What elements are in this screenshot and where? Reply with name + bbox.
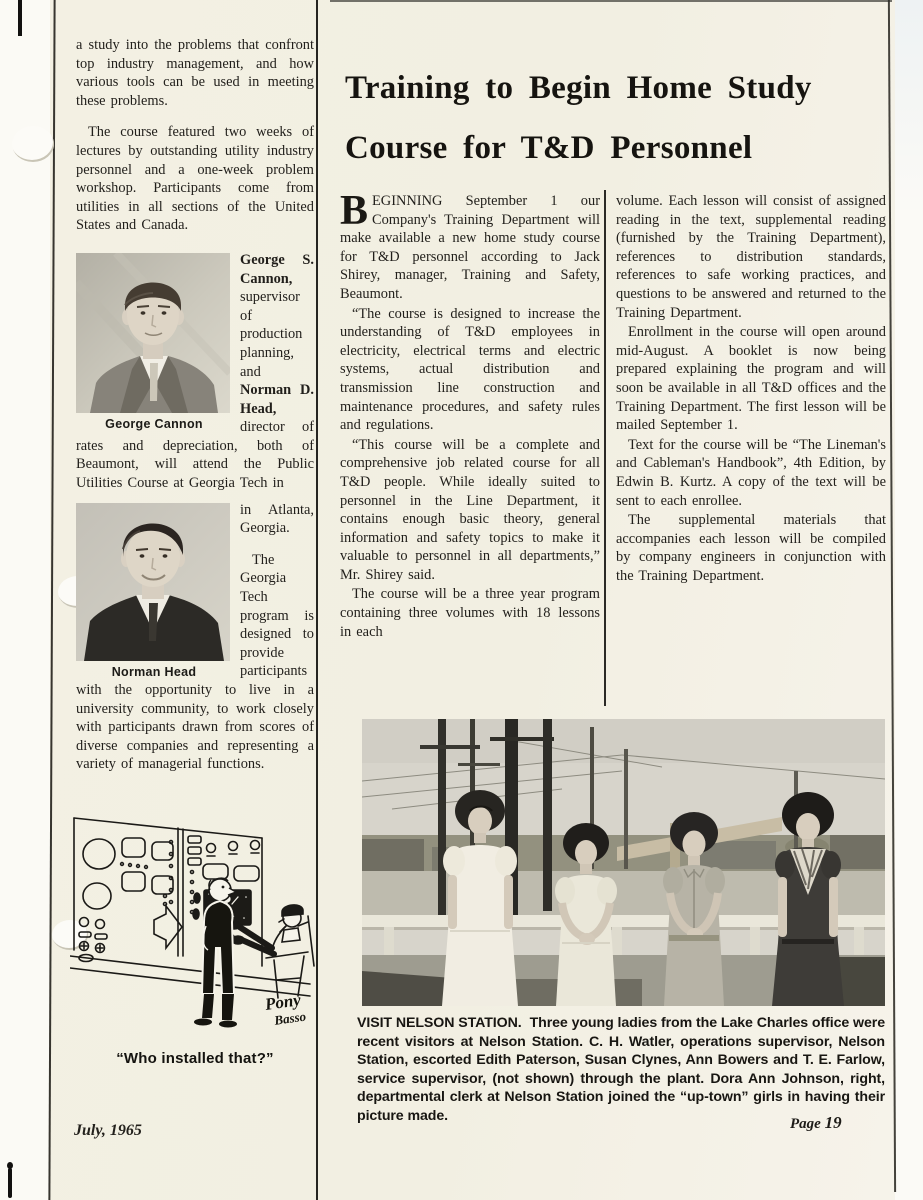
article-title-line1: Training to Begin Home Study bbox=[345, 70, 812, 106]
bio-text: supervisor of production planning, and bbox=[240, 289, 303, 380]
cannon-bio-block bbox=[76, 251, 314, 493]
page-label: Page bbox=[790, 1116, 821, 1132]
caption-body: Three young ladies from the Lake Charles office were recent visitors at Nelson Station. C. H. Watler, operations supervisor, Nelson Station, escorted Edith Paterson, Susan Clynes, Ann Bowers and T. E. Farlow, service supervisor, (not shown) through the plant. Dora Ann Johnson, right, departmental clerk at Nelson Station joined the “up-town” girls in having their picture made. bbox=[357, 1015, 885, 1124]
paragraph bbox=[340, 188, 600, 304]
paragraph: a study into the problems that confront top industry management, and how various tools can be used in meeting these problems. bbox=[76, 37, 314, 109]
cannon-photo-figure bbox=[76, 253, 232, 431]
cartoon-signature-line2: Basso bbox=[273, 1008, 307, 1028]
nelson-station-photo-figure bbox=[362, 719, 885, 1006]
cannon-portrait-photo bbox=[76, 253, 230, 413]
article-title-line2: Course for T&D Personnel bbox=[345, 130, 753, 166]
nelson-photo-caption bbox=[357, 1014, 885, 1126]
paragraph: “The course is designed to increase the understanding of T&D employees in electricity, electrical terms and electric systems, actual distribution and transmission line construction and maintenance procedures, and safety rules and regulations. bbox=[340, 305, 600, 434]
left-column bbox=[76, 36, 314, 1067]
page-number-value: 19 bbox=[824, 1113, 842, 1132]
issue-date: July, 1965 bbox=[74, 1122, 142, 1139]
head-bio-block bbox=[76, 501, 314, 774]
bio-paragraph: in Atlanta, Georgia. bbox=[240, 501, 314, 537]
punch-hole bbox=[12, 126, 54, 162]
cartoon-figure bbox=[76, 798, 314, 1067]
scan-right-edge bbox=[895, 0, 923, 1200]
bio-name: George S. Cannon, bbox=[240, 251, 314, 287]
scan-artifact-mark bbox=[8, 1168, 12, 1198]
woman-3 bbox=[663, 812, 725, 1006]
bio-name: Norman D. Head, bbox=[240, 382, 314, 417]
bio-text: director of rates and depreciation, both of Beaumont, will attend the Public Utilities Course at Georgia Tech in bbox=[76, 419, 314, 492]
paragraph: “This course will be a complete and comprehensive job related course for all T&D people. While ideally suited to personnel in the Line Department, it contains enough basic theory, general information and safety topics to make it valuable to personnel in all departments,” Mr. Shirey said. bbox=[340, 436, 600, 583]
paragraph: The course will be a three year program containing three volumes with 18 lessons in each bbox=[340, 586, 600, 640]
article-column-1 bbox=[340, 188, 600, 641]
photo-caption: George Cannon bbox=[105, 416, 203, 431]
paragraph: volume. Each lesson will consist of assigned reading in the text, supplemental reading (furnished by the Training Department), references to distribution standards, references to safe working practices, and questions to be answered and returned to the Training Department. bbox=[616, 193, 886, 321]
cartoon-signature-line1: Pony bbox=[263, 990, 302, 1014]
page-number bbox=[790, 1113, 842, 1133]
article-title bbox=[345, 58, 891, 178]
head-portrait-photo bbox=[76, 503, 230, 661]
paragraph: Enrollment in the course will open around mid-August. A booklet is now being prepared explaining the program and will soon be available in all T&D offices and the Training Department. The first lesson will be mailed September 1. bbox=[616, 324, 886, 434]
paragraph: The course featured two weeks of lectures by outstanding utility industry personnel and a one-week problem workshop. Participants come from utilities in all sections of the United States and Canada. bbox=[76, 124, 314, 234]
photo-caption: Norman Head bbox=[111, 664, 197, 679]
caption-lead: VISIT NELSON STATION. bbox=[357, 1015, 522, 1031]
article-column-rule bbox=[604, 190, 606, 706]
paragraph: Text for the course will be “The Lineman's and Cableman's Handbook”, 4th Edition, by Edwin B. Kurtz. A copy of the text will be sent to each enrollee. bbox=[616, 436, 886, 509]
nelson-station-photo bbox=[362, 719, 885, 1006]
scan-artifact-mark bbox=[18, 0, 22, 36]
bio-paragraph: The Georgia Tech program is designed to provide participants with the opportunity to live in a university community, to work closely with participants drawn from scores of diverse companies and representing a variety of managerial functions. bbox=[76, 551, 314, 773]
scan-artifact-mark bbox=[7, 1162, 13, 1169]
top-page-edge-line bbox=[330, 0, 892, 2]
paragraph-text: EGINNING September 1 our Company's Training Department will make available a new home study course for T&D personnel according to Jack Shirey, manager, Training and Safety, Beaumont. bbox=[340, 193, 600, 302]
drop-cap: B bbox=[340, 188, 369, 234]
head-photo-figure bbox=[76, 503, 232, 679]
article-column-2 bbox=[616, 192, 886, 585]
paragraph: The supplemental materials that accompanies each lesson will be compiled by company engineers in conjunction with the Training Department. bbox=[616, 512, 886, 584]
cartoon-caption: “Who installed that?” bbox=[116, 1049, 274, 1067]
control-room-cartoon bbox=[70, 798, 332, 1034]
column-divider-rule bbox=[316, 0, 318, 1200]
